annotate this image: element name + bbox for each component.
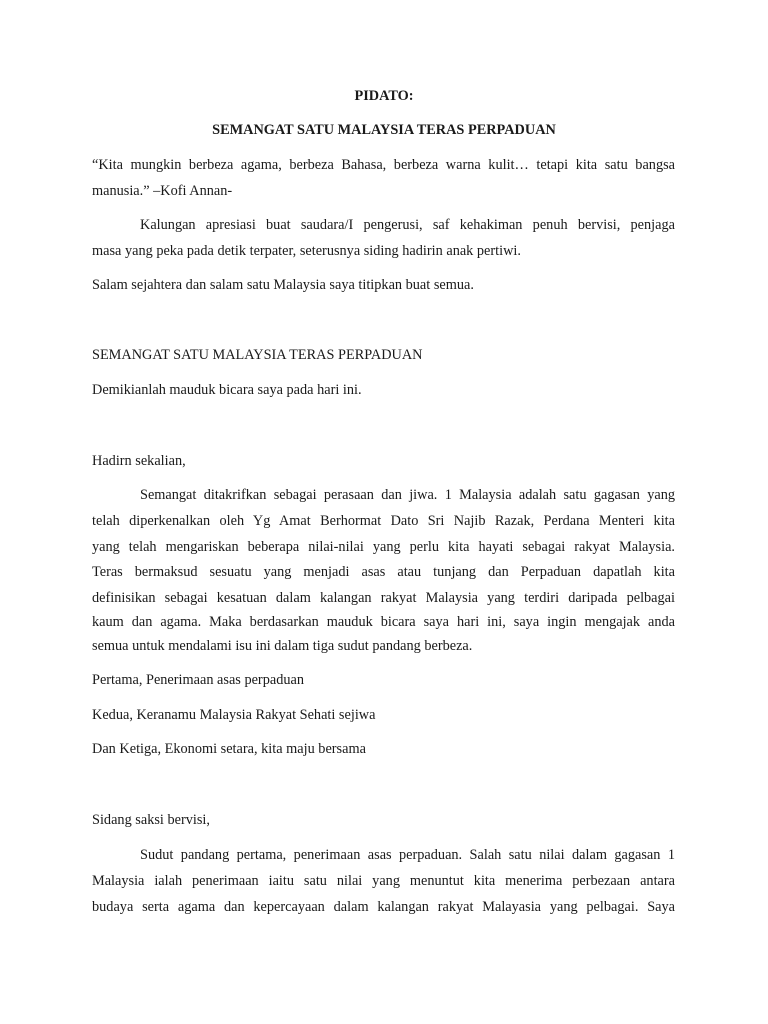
section-heading: SEMANGAT SATU MALAYSIA TERAS PERPADUAN bbox=[92, 347, 423, 363]
quote-line: “Kita mungkin berbeza agama, berbeza Bahasa, berbeza warna kulit… tetapi kita satu bangsa bbox=[92, 157, 675, 173]
point-item: Pertama, Penerimaan asas perpaduan bbox=[92, 672, 304, 688]
greeting-hadirin: Hadirn sekalian, bbox=[92, 453, 186, 469]
paragraph-line: Semangat ditakrifkan sebagai perasaan dan jiwa. 1 Malaysia adalah satu gagasan yang bbox=[140, 487, 675, 503]
intro-line: Kalungan apresiasi buat saudara/I pengerusi, saf kehakiman penuh bervisi, penjaga bbox=[140, 217, 675, 233]
paragraph-line: budaya serta agama dan kepercayaan dalam kalangan rakyat Malayasia yang pelbagai. Saya bbox=[92, 899, 675, 915]
intro-line: masa yang peka pada detik terpater, seterusnya siding hadirin anak pertiwi. bbox=[92, 243, 521, 259]
salam-text: Salam sejahtera dan salam satu Malaysia saya titipkan buat semua. bbox=[92, 277, 474, 293]
point-item: Kedua, Keranamu Malaysia Rakyat Sehati sejiwa bbox=[92, 707, 376, 723]
paragraph-line: yang telah mengariskan beberapa nilai-nilai yang perlu kita hayati sebagai rakyat Malaysia. bbox=[92, 539, 675, 555]
paragraph-line: Teras bermaksud sesuatu yang menjadi asas atau tunjang dan Perpaduan dapatlah kita bbox=[92, 564, 675, 580]
mauduk-text: Demikianlah mauduk bicara saya pada hari ini. bbox=[92, 382, 362, 398]
paragraph-line: definisikan sebagai kesatuan dalam kalangan rakyat Malaysia yang terdiri daripada pelbagai bbox=[92, 590, 675, 606]
paragraph-line: semua untuk mendalami isu ini dalam tiga sudut pandang berbeza. bbox=[92, 638, 473, 654]
point-item: Dan Ketiga, Ekonomi setara, kita maju bersama bbox=[92, 741, 366, 757]
greeting-sidang: Sidang saksi bervisi, bbox=[92, 812, 210, 828]
quote-line: manusia.” –Kofi Annan- bbox=[92, 183, 233, 199]
paragraph-line: Sudut pandang pertama, penerimaan asas perpaduan. Salah satu nilai dalam gagasan 1 bbox=[140, 847, 675, 863]
document-title: PIDATO: bbox=[354, 88, 414, 104]
document-subtitle: SEMANGAT SATU MALAYSIA TERAS PERPADUAN bbox=[212, 122, 556, 138]
paragraph-line: kaum dan agama. Maka berdasarkan mauduk bicara saya hari ini, saya ingin mengajak anda bbox=[92, 614, 675, 630]
paragraph-line: Malaysia ialah penerimaan iaitu satu nilai yang menuntut kita menerima perbezaan antara bbox=[92, 873, 675, 889]
paragraph-line: telah diperkenalkan oleh Yg Amat Berhormat Dato Sri Najib Razak, Perdana Menteri kita bbox=[92, 513, 675, 529]
